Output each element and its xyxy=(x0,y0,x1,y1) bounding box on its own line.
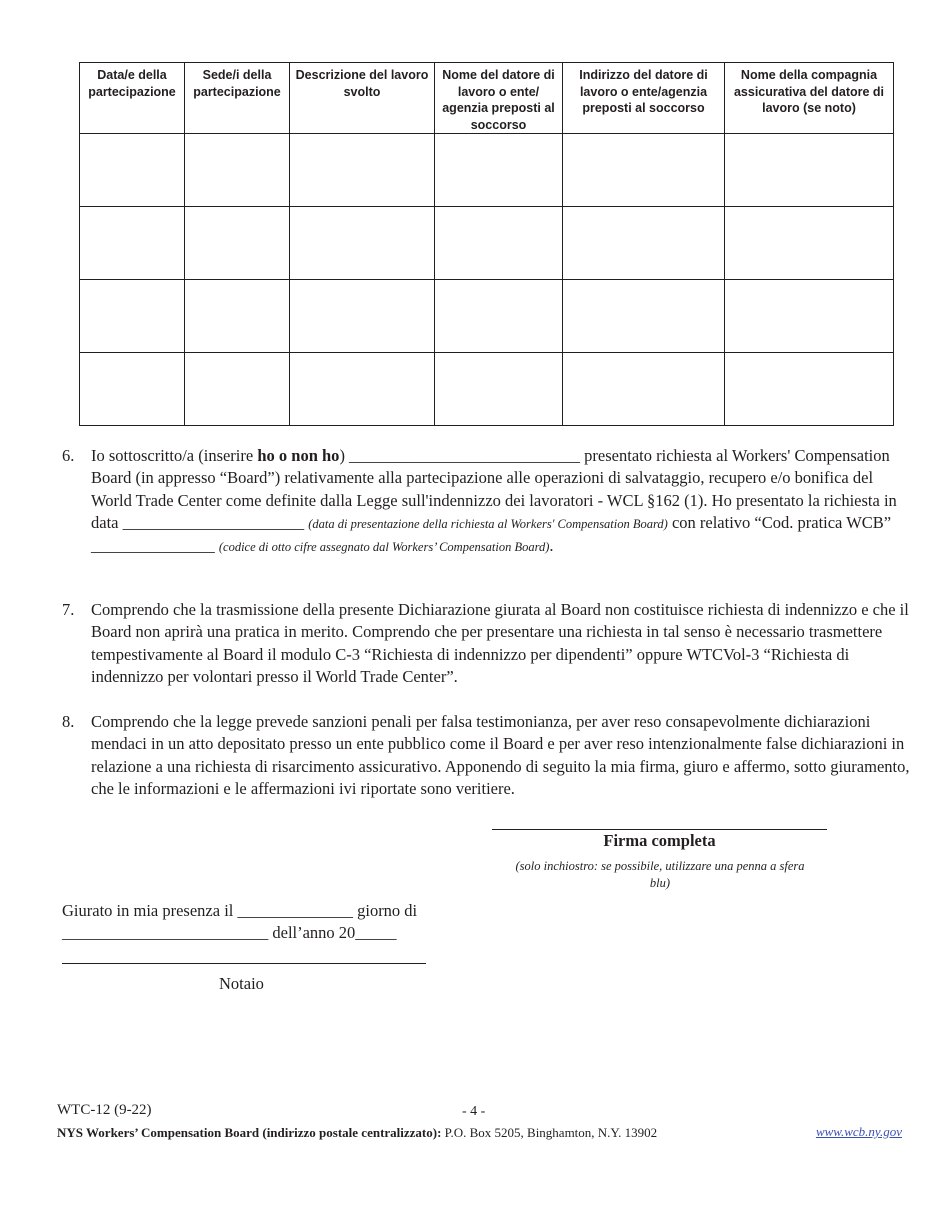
item-text xyxy=(91,445,912,558)
signature-label: Firma completa xyxy=(603,831,716,850)
table-cell[interactable] xyxy=(725,280,894,353)
table-cell[interactable] xyxy=(290,134,435,207)
table-row xyxy=(80,134,894,207)
table-header-row xyxy=(80,63,894,134)
table-cell[interactable] xyxy=(563,134,725,207)
table-cell[interactable] xyxy=(435,134,563,207)
table-cell[interactable] xyxy=(563,207,725,280)
item-text: Comprendo che la trasmissione della presente Dichiarazione giurata al Board non costituisce richiesta di indennizzo e che il Board non aprirà una pratica in merito. Comprendo che per presentare una richiesta in tal senso è necessario trasmettere tempestivamente al Board il modulo C-3 “Richiesta di indennizzo per dipendenti” oppure WTCVol-3 “Richiesta di indennizzo per volontari presso il World Trade Center”. xyxy=(91,600,909,686)
table-cell[interactable] xyxy=(80,207,185,280)
form-id: WTC-12 (9-22) xyxy=(57,1102,152,1118)
website-link[interactable]: www.wcb.ny.gov xyxy=(815,1124,902,1139)
notary-signature-line[interactable] xyxy=(62,963,426,964)
signature-line[interactable] xyxy=(492,829,827,830)
address-text: P.O. Box 5205, Binghamton, N.Y. 13902 xyxy=(441,1125,658,1140)
table-cell[interactable] xyxy=(185,280,290,353)
table-row xyxy=(80,353,894,426)
col-header-dates: Data/e della partecipazione xyxy=(80,63,185,134)
item-number: 8. xyxy=(62,712,75,731)
table-cell[interactable] xyxy=(435,280,563,353)
col-header-locations: Sede/i della partecipazione xyxy=(185,63,290,134)
table-row xyxy=(80,280,894,353)
table-cell[interactable] xyxy=(563,280,725,353)
text-run: . xyxy=(549,536,554,556)
notary-label: Notaio xyxy=(219,974,264,993)
participation-table xyxy=(79,62,894,426)
table-cell[interactable] xyxy=(725,134,894,207)
table-cell[interactable] xyxy=(185,134,290,207)
col-header-work-description: Descrizione del lavoro svolto xyxy=(290,63,435,134)
page-number: - 4 - xyxy=(462,1104,486,1119)
signature-note: (solo inchiostro: se possibile, utilizzare una penna a sfera blu) xyxy=(515,859,805,890)
sworn-line-2: _________________________ dell’anno 20_____ xyxy=(62,923,397,943)
text-run: Io sottoscritto/a (inserire xyxy=(91,446,258,465)
table-cell[interactable] xyxy=(290,353,435,426)
col-header-insurance-carrier: Nome della compagnia assicurativa del datore di lavoro (se noto) xyxy=(725,63,894,134)
org-name: NYS Workers’ Compensation Board (indirizzo postale centralizzato): xyxy=(57,1125,442,1140)
table-cell[interactable] xyxy=(290,207,435,280)
text-bold: ho o non ho xyxy=(257,446,340,465)
item-7 xyxy=(62,599,912,688)
item-number: 7. xyxy=(62,600,75,619)
table-cell[interactable] xyxy=(725,353,894,426)
text-run: ) ____________________________ presentato richiesta al Workers' Compensation Board (in appresso “Board”) relativamente alla partecipazione alle operazioni di salvataggio, recupero e/o bonifica del World Trade Center come definite dalla Legge sull'indennizzo dei lavoratori - WCL §162 (1). Ho presentato la richiesta in data ______________________ xyxy=(91,446,897,532)
mailing-address xyxy=(57,1125,657,1141)
hint-wcb-case-number: (codice di otto cifre assegnato dal Workers’ Compensation Board) xyxy=(218,540,550,555)
table-cell[interactable] xyxy=(80,280,185,353)
item-text: Comprendo che la legge prevede sanzioni penali per falsa testimonianza, per aver reso consapevolmente dichiarazioni mendaci in un atto depositato presso un ente pubblico come il Board e per aver reso intenzionalmente false dichiarazioni in relazione a una richiesta di risarcimento assicurativo. Apponendo di seguito la mia firma, giuro e affermo, sotto giuramento, che le informazioni e le affermazioni ivi riportate sono veritiere. xyxy=(91,712,910,798)
table-cell[interactable] xyxy=(435,353,563,426)
item-number: 6. xyxy=(62,446,75,465)
table-cell[interactable] xyxy=(185,207,290,280)
table-row xyxy=(80,207,894,280)
table-cell[interactable] xyxy=(80,134,185,207)
col-header-employer-address: Indirizzo del datore di lavoro o ente/agenzia preposti al soccorso xyxy=(563,63,725,134)
table-cell[interactable] xyxy=(725,207,894,280)
table-cell[interactable] xyxy=(290,280,435,353)
table-cell[interactable] xyxy=(435,207,563,280)
sworn-block xyxy=(62,900,482,945)
col-header-employer-name: Nome del datore di lavoro o ente/ agenzia preposti al soccorso xyxy=(435,63,563,134)
item-8 xyxy=(62,711,912,800)
hint-submission-date: (data di presentazione della richiesta al Workers' Compensation Board) xyxy=(308,516,668,531)
table-cell[interactable] xyxy=(80,353,185,426)
table-cell[interactable] xyxy=(563,353,725,426)
text-run: con relativo “Cod. pratica WCB” _______________ xyxy=(91,512,892,556)
table-cell[interactable] xyxy=(185,353,290,426)
sworn-line-1: Giurato in mia presenza il ______________ giorno di xyxy=(62,901,418,920)
item-6 xyxy=(62,445,912,558)
